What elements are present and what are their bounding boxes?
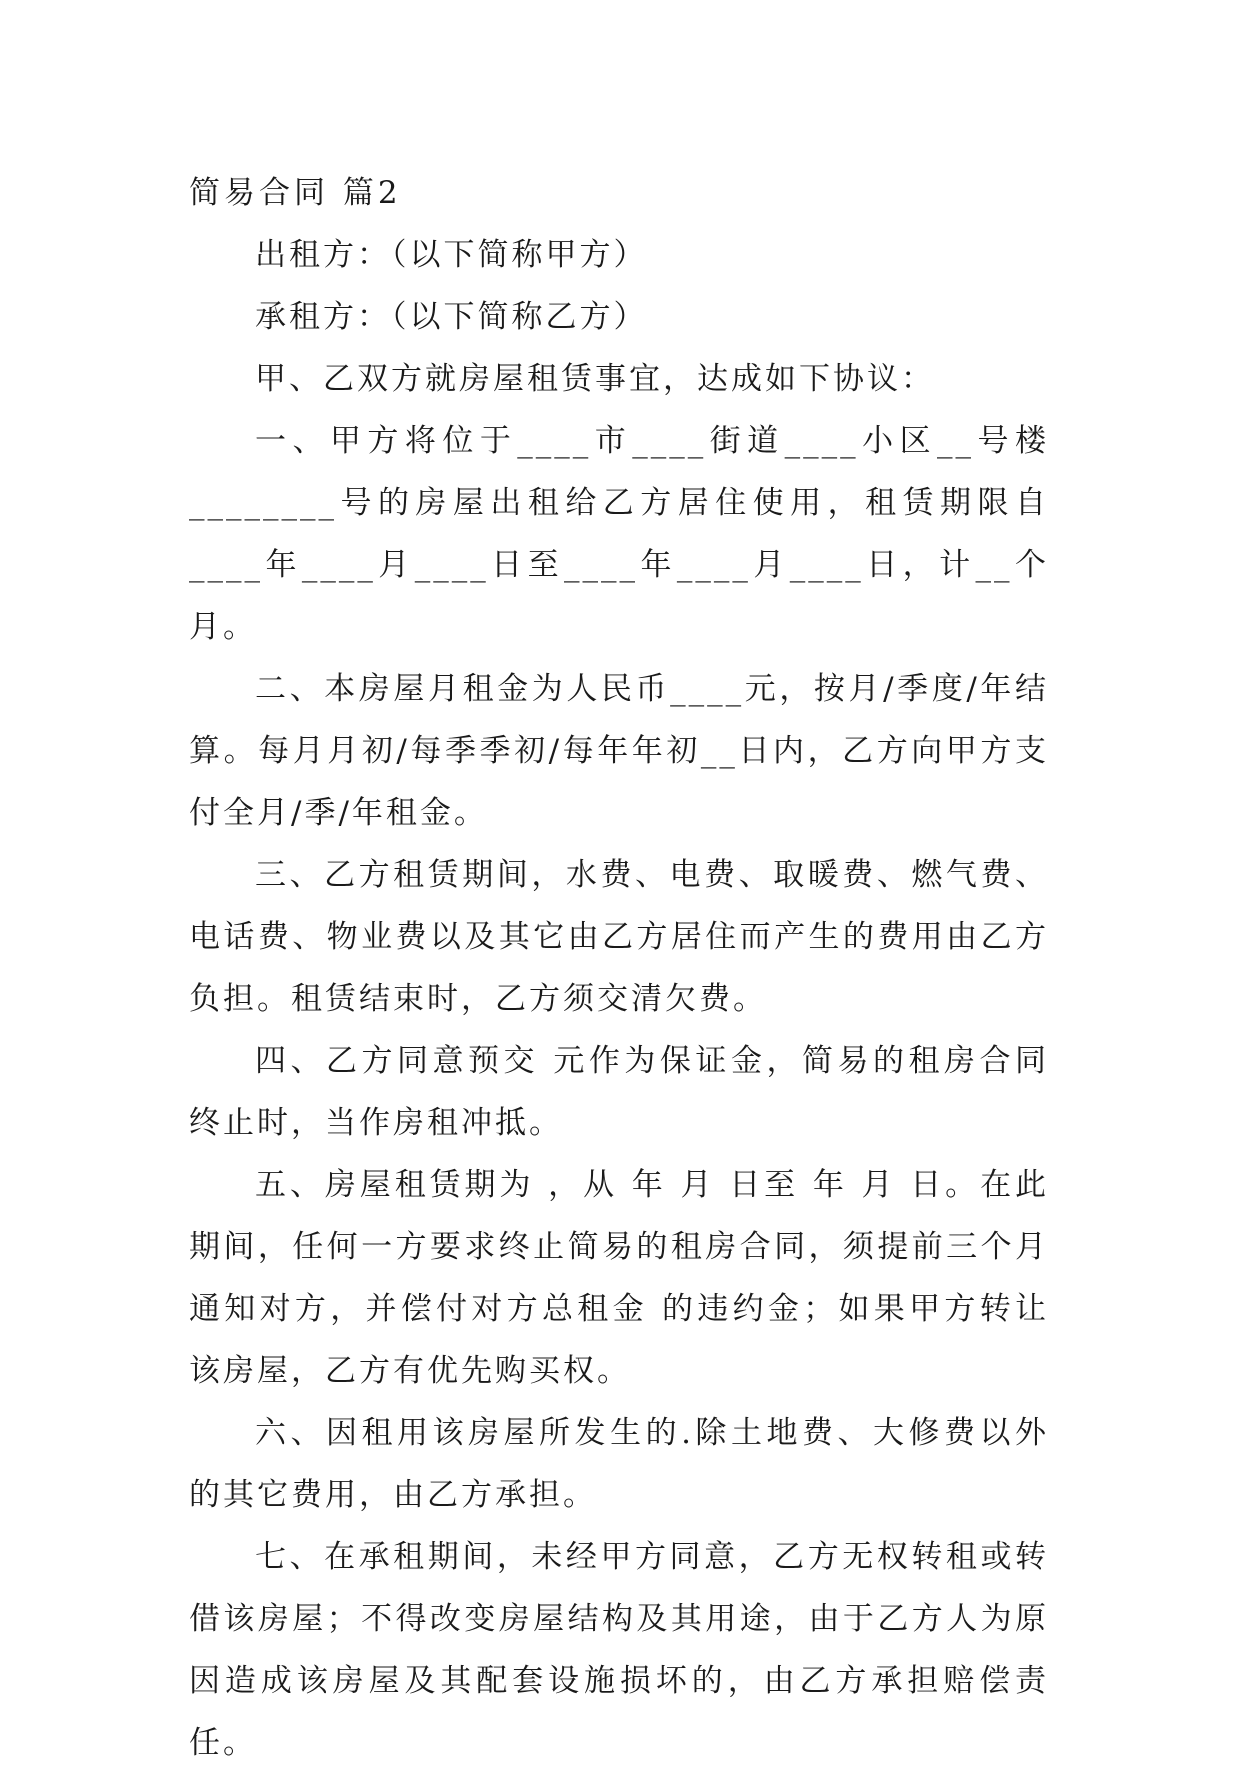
clause-7: 七、在承租期间，未经甲方同意，乙方无权转租或转借该房屋；不得改变房屋结构及其用途，由于乙方人为原因造成该房屋及其配套设施损坏的，由乙方承担赔偿责任。 — [189, 1539, 1049, 1761]
clause-4: 四、乙方同意预交 元作为保证金，简易的租房合同终止时，当作房租冲抵。 — [189, 1043, 1049, 1141]
lessee-line: 承租方：（以下简称乙方） — [255, 299, 648, 335]
agreement-intro: 甲、乙双方就房屋租赁事宜，达成如下协议： — [255, 361, 935, 397]
clause-6: 六、因租用该房屋所发生的.除土地费、大修费以外的其它费用，由乙方承担。 — [189, 1415, 1049, 1513]
document-title: 简易合同 篇2 — [189, 175, 402, 211]
clause-5: 五、房屋租赁期为 ，从 年 月 日至 年 月 日。在此期间，任何一方要求终止简易的租房合同，须提前三个月通知对方，并偿付对方总租金 的违约金；如果甲方转让该房屋，乙方有优先购买权。 — [189, 1167, 1049, 1389]
lessor-line: 出租方：（以下简称甲方） — [255, 237, 648, 273]
document-body — [189, 162, 1049, 1774]
clause-1: 一、甲方将位于____市____街道____小区__号楼________号的房屋出租给乙方居住使用，租赁期限自____年____月____日至____年____月____日，计__个月。 — [189, 423, 1049, 645]
clause-2: 二、本房屋月租金为人民币____元，按月/季度/年结算。每月月初/每季季初/每年年初__日内，乙方向甲方支付全月/季/年租金。 — [189, 671, 1049, 831]
clause-3: 三、乙方租赁期间，水费、电费、取暖费、燃气费、电话费、物业费以及其它由乙方居住而产生的费用由乙方负担。租赁结束时，乙方须交清欠费。 — [189, 857, 1049, 1017]
